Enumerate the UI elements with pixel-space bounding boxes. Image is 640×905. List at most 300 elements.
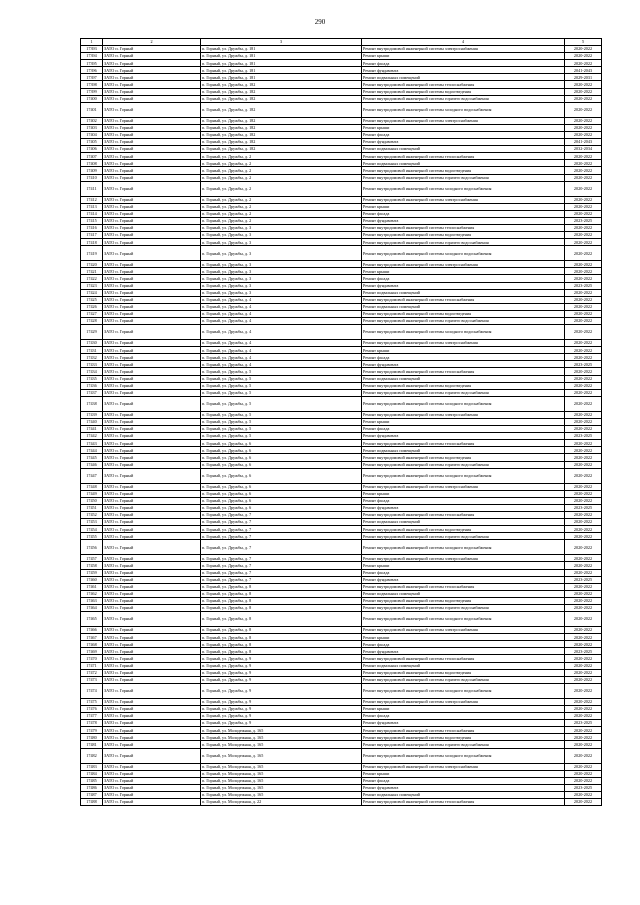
row-number-cell: 17434 — [81, 368, 103, 375]
period-cell: 2020-2022 — [565, 461, 602, 468]
row-number-cell: 17423 — [81, 282, 103, 289]
row-number-cell: 17433 — [81, 361, 103, 368]
work-type-cell: Ремонт внутридомовой инженерной системы горячего водоснабжения — [362, 461, 565, 468]
address-cell: п. Горный, ул. Дружбы, д. 6 — [201, 483, 362, 490]
address-cell: п. Горный, ул. Дружбы, д. 182 — [201, 124, 362, 131]
period-cell: 2020-2022 — [565, 468, 602, 483]
municipality-cell: ЗАТО п. Горный — [103, 634, 201, 641]
row-number-cell: 17409 — [81, 167, 103, 174]
municipality-cell: ЗАТО п. Горный — [103, 669, 201, 676]
municipality-cell: ЗАТО п. Горный — [103, 791, 201, 798]
municipality-cell: ЗАТО п. Горный — [103, 540, 201, 555]
table-row — [81, 447, 602, 454]
work-type-cell: Ремонт внутридомовой инженерной системы водоотведения — [362, 734, 565, 741]
municipality-cell: ЗАТО п. Горный — [103, 612, 201, 627]
table-row — [81, 763, 602, 770]
row-number-cell: 17478 — [81, 720, 103, 727]
work-type-cell: Ремонт фундамента — [362, 67, 565, 74]
period-cell: 2023-2025 — [565, 784, 602, 791]
row-number-cell: 17451 — [81, 504, 103, 511]
work-type-cell: Ремонт внутридомовой инженерной системы холодного водоснабжения — [362, 246, 565, 261]
table-row — [81, 497, 602, 504]
work-type-cell: Ремонт внутридомовой инженерной системы холодного водоснабжения — [362, 748, 565, 763]
table-row — [81, 167, 602, 174]
row-number-cell: 17414 — [81, 210, 103, 217]
period-cell: 2020-2022 — [565, 354, 602, 361]
period-cell: 2020-2022 — [565, 676, 602, 683]
column-header: 2 — [103, 39, 201, 46]
municipality-cell: ЗАТО п. Горный — [103, 447, 201, 454]
period-cell: 2032-2034 — [565, 146, 602, 153]
municipality-cell: ЗАТО п. Горный — [103, 46, 201, 53]
period-cell: 2020-2022 — [565, 102, 602, 117]
period-cell: 2020-2022 — [565, 210, 602, 217]
row-number-cell: 17464 — [81, 605, 103, 612]
address-cell: п. Горный, ул. Дружбы, д. 7 — [201, 511, 362, 518]
table-row — [81, 490, 602, 497]
municipality-cell: ЗАТО п. Горный — [103, 160, 201, 167]
address-cell: п. Горный, ул. Дружбы, д. 6 — [201, 504, 362, 511]
period-cell: 2020-2022 — [565, 798, 602, 805]
table-row — [81, 282, 602, 289]
work-type-cell: Ремонт внутридомовой инженерной системы электроснабжения — [362, 117, 565, 124]
column-header: 5 — [565, 39, 602, 46]
table-row — [81, 454, 602, 461]
municipality-cell: ЗАТО п. Горный — [103, 325, 201, 340]
work-type-cell: Ремонт внутридомовой инженерной системы горячего водоснабжения — [362, 533, 565, 540]
row-number-cell: 17424 — [81, 289, 103, 296]
address-cell: п. Горный, ул. Дружбы, д. 8 — [201, 590, 362, 597]
period-cell: 2020-2022 — [565, 81, 602, 88]
period-cell: 2020-2022 — [565, 741, 602, 748]
work-type-cell: Ремонт крыши — [362, 53, 565, 60]
address-cell: п. Горный, ул. Дружбы, д. 8 — [201, 583, 362, 590]
municipality-cell: ЗАТО п. Горный — [103, 289, 201, 296]
period-cell: 2020-2022 — [565, 46, 602, 53]
row-number-cell: 17486 — [81, 784, 103, 791]
table-row — [81, 375, 602, 382]
municipality-cell: ЗАТО п. Горный — [103, 433, 201, 440]
address-cell: п. Горный, ул. Дружбы, д. 9 — [201, 669, 362, 676]
period-cell: 2029-2031 — [565, 74, 602, 81]
period-cell: 2020-2022 — [565, 533, 602, 540]
work-type-cell: Ремонт крыши — [362, 770, 565, 777]
period-cell: 2020-2022 — [565, 605, 602, 612]
work-type-cell: Ремонт внутридомовой инженерной системы водоотведения — [362, 310, 565, 317]
table-row — [81, 440, 602, 447]
work-type-cell: Ремонт фундамента — [362, 720, 565, 727]
row-number-cell: 17475 — [81, 698, 103, 705]
row-number-cell: 17450 — [81, 497, 103, 504]
row-number-cell: 17446 — [81, 461, 103, 468]
address-cell: п. Горный, ул. Дружбы, д. 6 — [201, 490, 362, 497]
period-cell: 2020-2022 — [565, 490, 602, 497]
period-cell: 2020-2022 — [565, 662, 602, 669]
address-cell: п. Горный, ул. Дружбы, д. 2 — [201, 217, 362, 224]
row-number-cell: 17455 — [81, 533, 103, 540]
period-cell: 2020-2022 — [565, 289, 602, 296]
municipality-cell: ЗАТО п. Горный — [103, 683, 201, 698]
municipality-cell: ЗАТО п. Горный — [103, 389, 201, 396]
period-cell: 2020-2022 — [565, 777, 602, 784]
period-cell: 2020-2022 — [565, 770, 602, 777]
address-cell: п. Горный, ул. Дружбы, д. 6 — [201, 497, 362, 504]
row-number-cell: 17419 — [81, 246, 103, 261]
period-cell: 2023-2025 — [565, 504, 602, 511]
address-cell: п. Горный, ул. Дружбы, д. 3 — [201, 268, 362, 275]
row-number-cell: 17402 — [81, 117, 103, 124]
period-cell: 2020-2022 — [565, 117, 602, 124]
work-type-cell: Ремонт внутридомовой инженерной системы теплоснабжения — [362, 81, 565, 88]
table-row — [81, 727, 602, 734]
address-cell: п. Горный, ул. Дружбы, д. 4 — [201, 325, 362, 340]
row-number-cell: 17431 — [81, 347, 103, 354]
row-number-cell: 17442 — [81, 433, 103, 440]
work-type-cell: Ремонт внутридомовой инженерной системы горячего водоснабжения — [362, 318, 565, 325]
address-cell: п. Горный, ул. Дружбы, д. 4 — [201, 303, 362, 310]
municipality-cell: ЗАТО п. Горный — [103, 196, 201, 203]
period-cell: 2020-2022 — [565, 555, 602, 562]
table-row — [81, 562, 602, 569]
municipality-cell: ЗАТО п. Горный — [103, 224, 201, 231]
municipality-cell: ЗАТО п. Горный — [103, 713, 201, 720]
table-row — [81, 361, 602, 368]
period-cell: 2020-2022 — [565, 153, 602, 160]
period-cell: 2020-2022 — [565, 174, 602, 181]
table-row — [81, 382, 602, 389]
period-cell: 2020-2022 — [565, 261, 602, 268]
municipality-cell: ЗАТО п. Горный — [103, 354, 201, 361]
address-cell: п. Горный, ул. Дружбы, д. 3 — [201, 232, 362, 239]
table-body — [81, 46, 602, 806]
work-type-cell: Ремонт фундамента — [362, 282, 565, 289]
municipality-cell: ЗАТО п. Горный — [103, 153, 201, 160]
municipality-cell: ЗАТО п. Горный — [103, 396, 201, 411]
municipality-cell: ЗАТО п. Горный — [103, 102, 201, 117]
row-number-cell: 17477 — [81, 713, 103, 720]
work-type-cell: Ремонт подвальных помещений — [362, 590, 565, 597]
row-number-cell: 17417 — [81, 232, 103, 239]
row-number-cell: 17395 — [81, 60, 103, 67]
period-cell: 2023-2025 — [565, 217, 602, 224]
row-number-cell: 17415 — [81, 217, 103, 224]
municipality-cell: ЗАТО п. Горный — [103, 655, 201, 662]
row-number-cell: 17406 — [81, 146, 103, 153]
address-cell: п. Горный, ул. Дружбы, д. 181 — [201, 46, 362, 53]
row-number-cell: 17438 — [81, 396, 103, 411]
table-row — [81, 583, 602, 590]
table-row — [81, 418, 602, 425]
work-type-cell: Ремонт фундамента — [362, 576, 565, 583]
municipality-cell: ЗАТО п. Горный — [103, 777, 201, 784]
period-cell: 2020-2022 — [565, 124, 602, 131]
municipality-cell: ЗАТО п. Горный — [103, 53, 201, 60]
row-number-cell: 17439 — [81, 411, 103, 418]
table-row — [81, 798, 602, 805]
row-number-cell: 17418 — [81, 239, 103, 246]
work-type-cell: Ремонт крыши — [362, 705, 565, 712]
table-row — [81, 777, 602, 784]
period-cell: 2020-2022 — [565, 167, 602, 174]
row-number-cell: 17484 — [81, 770, 103, 777]
address-cell: п. Горный, ул. Дружбы, д. 3 — [201, 261, 362, 268]
municipality-cell: ЗАТО п. Горный — [103, 318, 201, 325]
row-number-cell: 17420 — [81, 261, 103, 268]
address-cell: п. Горный, ул. Дружбы, д. 9 — [201, 698, 362, 705]
address-cell: п. Горный, ул. Дружбы, д. 5 — [201, 426, 362, 433]
table-row — [81, 741, 602, 748]
table-row — [81, 555, 602, 562]
period-cell: 2020-2022 — [565, 60, 602, 67]
table-row — [81, 669, 602, 676]
work-type-cell: Ремонт внутридомовой инженерной системы электроснабжения — [362, 340, 565, 347]
address-cell: п. Горный, ул. Дружбы, д. 2 — [201, 210, 362, 217]
table-row — [81, 748, 602, 763]
table-row — [81, 275, 602, 282]
table-row — [81, 81, 602, 88]
table-row — [81, 389, 602, 396]
table-row — [81, 705, 602, 712]
address-cell: п. Горный, ул. Дружбы, д. 6 — [201, 454, 362, 461]
table-row — [81, 634, 602, 641]
work-type-cell: Ремонт внутридомовой инженерной системы электроснабжения — [362, 196, 565, 203]
work-type-cell: Ремонт крыши — [362, 490, 565, 497]
work-type-cell: Ремонт подвальных помещений — [362, 146, 565, 153]
period-cell: 2020-2022 — [565, 375, 602, 382]
row-number-cell: 17463 — [81, 597, 103, 604]
municipality-cell: ЗАТО п. Горный — [103, 454, 201, 461]
work-type-cell: Ремонт подвальных помещений — [362, 160, 565, 167]
period-cell: 2020-2022 — [565, 454, 602, 461]
row-number-cell: 17394 — [81, 53, 103, 60]
row-number-cell: 17485 — [81, 777, 103, 784]
table-row — [81, 88, 602, 95]
table-row — [81, 720, 602, 727]
work-type-cell: Ремонт внутридомовой инженерной системы электроснабжения — [362, 555, 565, 562]
work-type-cell: Ремонт подвальных помещений — [362, 375, 565, 382]
period-cell: 2020-2022 — [565, 396, 602, 411]
period-cell: 2020-2022 — [565, 526, 602, 533]
table-row — [81, 676, 602, 683]
address-cell: п. Горный, ул. Дружбы, д. 182 — [201, 88, 362, 95]
municipality-cell: ЗАТО п. Горный — [103, 583, 201, 590]
address-cell: п. Горный, ул. Дружбы, д. 5 — [201, 389, 362, 396]
row-number-cell: 17448 — [81, 483, 103, 490]
address-cell: п. Горный, ул. Дружбы, д. 181 — [201, 53, 362, 60]
municipality-cell: ЗАТО п. Горный — [103, 662, 201, 669]
municipality-cell: ЗАТО п. Горный — [103, 490, 201, 497]
municipality-cell: ЗАТО п. Горный — [103, 131, 201, 138]
address-cell: п. Горный, ул. Дружбы, д. 4 — [201, 296, 362, 303]
address-cell: п. Горный, ул. Дружбы, д. 5 — [201, 411, 362, 418]
row-number-cell: 17405 — [81, 139, 103, 146]
address-cell: п. Горный, ул. Дружбы, д. 182 — [201, 95, 362, 102]
address-cell: п. Горный, ул. Дружбы, д. 7 — [201, 562, 362, 569]
address-cell: п. Горный, ул. Дружбы, д. 8 — [201, 627, 362, 634]
municipality-cell: ЗАТО п. Горный — [103, 268, 201, 275]
work-type-cell: Ремонт внутридомовой инженерной системы теплоснабжения — [362, 440, 565, 447]
address-cell: п. Горный, ул. Дружбы, д. 2 — [201, 203, 362, 210]
period-cell: 2020-2022 — [565, 511, 602, 518]
table-row — [81, 303, 602, 310]
row-number-cell: 17457 — [81, 555, 103, 562]
table-row — [81, 411, 602, 418]
address-cell: п. Горный, ул. Дружбы, д. 7 — [201, 555, 362, 562]
work-type-cell: Ремонт внутридомовой инженерной системы водоотведения — [362, 454, 565, 461]
row-number-cell: 17440 — [81, 418, 103, 425]
table-row — [81, 246, 602, 261]
work-type-cell: Ремонт внутридомовой инженерной системы водоотведения — [362, 88, 565, 95]
address-cell: п. Горный, ул. Дружбы, д. 8 — [201, 648, 362, 655]
row-number-cell: 17427 — [81, 310, 103, 317]
municipality-cell: ЗАТО п. Горный — [103, 497, 201, 504]
table-header-row — [81, 39, 602, 46]
table-row — [81, 95, 602, 102]
period-cell: 2020-2022 — [565, 612, 602, 627]
work-type-cell: Ремонт внутридомовой инженерной системы горячего водоснабжения — [362, 676, 565, 683]
table-row — [81, 124, 602, 131]
address-cell: п. Горный, ул. Дружбы, д. 3 — [201, 239, 362, 246]
municipality-cell: ЗАТО п. Горный — [103, 181, 201, 196]
address-cell: п. Горный, ул. Дружбы, д. 2 — [201, 167, 362, 174]
column-header: 3 — [201, 39, 362, 46]
work-type-cell: Ремонт подвальных помещений — [362, 791, 565, 798]
address-cell: п. Горный, ул. Дружбы, д. 4 — [201, 318, 362, 325]
municipality-cell: ЗАТО п. Горный — [103, 468, 201, 483]
period-cell: 2020-2022 — [565, 791, 602, 798]
period-cell: 2020-2022 — [565, 562, 602, 569]
work-type-cell: Ремонт внутридомовой инженерной системы горячего водоснабжения — [362, 95, 565, 102]
municipality-cell: ЗАТО п. Горный — [103, 676, 201, 683]
period-cell: 2023-2025 — [565, 648, 602, 655]
work-type-cell: Ремонт внутридомовой инженерной системы электроснабжения — [362, 698, 565, 705]
row-number-cell: 17471 — [81, 662, 103, 669]
table-row — [81, 433, 602, 440]
address-cell: п. Горный, ул. Дружбы, д. 3 — [201, 224, 362, 231]
period-cell: 2020-2022 — [565, 389, 602, 396]
work-type-cell: Ремонт внутридомовой инженерной системы водоотведения — [362, 597, 565, 604]
work-type-cell: Ремонт внутридомовой инженерной системы электроснабжения — [362, 411, 565, 418]
address-cell: п. Горный, ул. Молодежная, д. 165 — [201, 770, 362, 777]
municipality-cell: ЗАТО п. Горный — [103, 763, 201, 770]
work-type-cell: Ремонт внутридомовой инженерной системы горячего водоснабжения — [362, 174, 565, 181]
address-cell: п. Горный, ул. Дружбы, д. 8 — [201, 612, 362, 627]
table-row — [81, 289, 602, 296]
municipality-cell: ЗАТО п. Горный — [103, 648, 201, 655]
table-row — [81, 784, 602, 791]
period-cell: 2020-2022 — [565, 540, 602, 555]
row-number-cell: 17472 — [81, 669, 103, 676]
address-cell: п. Горный, ул. Дружбы, д. 5 — [201, 382, 362, 389]
table-row — [81, 461, 602, 468]
row-number-cell: 17412 — [81, 196, 103, 203]
row-number-cell: 17443 — [81, 440, 103, 447]
row-number-cell: 17422 — [81, 275, 103, 282]
work-type-cell: Ремонт подвальных помещений — [362, 303, 565, 310]
period-cell: 2020-2022 — [565, 411, 602, 418]
work-type-cell: Ремонт фундамента — [362, 361, 565, 368]
work-type-cell: Ремонт фундамента — [362, 784, 565, 791]
work-type-cell: Ремонт внутридомовой инженерной системы теплоснабжения — [362, 224, 565, 231]
address-cell: п. Горный, ул. Дружбы, д. 3 — [201, 246, 362, 261]
address-cell: п. Горный, ул. Дружбы, д. 7 — [201, 519, 362, 526]
row-number-cell: 17483 — [81, 763, 103, 770]
work-type-cell: Ремонт внутридомовой инженерной системы холодного водоснабжения — [362, 102, 565, 117]
address-cell: п. Горный, ул. Дружбы, д. 9 — [201, 705, 362, 712]
period-cell: 2020-2022 — [565, 368, 602, 375]
address-cell: п. Горный, ул. Дружбы, д. 182 — [201, 146, 362, 153]
table-row — [81, 239, 602, 246]
table-row — [81, 713, 602, 720]
address-cell: п. Горный, ул. Дружбы, д. 181 — [201, 67, 362, 74]
row-number-cell: 17401 — [81, 102, 103, 117]
work-type-cell: Ремонт внутридомовой инженерной системы электроснабжения — [362, 483, 565, 490]
municipality-cell: ЗАТО п. Горный — [103, 282, 201, 289]
work-type-cell: Ремонт фундамента — [362, 217, 565, 224]
table-row — [81, 698, 602, 705]
period-cell: 2020-2022 — [565, 634, 602, 641]
work-type-cell: Ремонт фундамента — [362, 648, 565, 655]
table-row — [81, 181, 602, 196]
work-type-cell: Ремонт фасада — [362, 777, 565, 784]
row-number-cell: 17456 — [81, 540, 103, 555]
table-row — [81, 146, 602, 153]
address-cell: п. Горный, ул. Дружбы, д. 7 — [201, 533, 362, 540]
work-type-cell: Ремонт внутридомовой инженерной системы теплоснабжения — [362, 655, 565, 662]
municipality-cell: ЗАТО п. Горный — [103, 146, 201, 153]
row-number-cell: 17428 — [81, 318, 103, 325]
period-cell: 2023-2025 — [565, 433, 602, 440]
work-type-cell: Ремонт фасада — [362, 641, 565, 648]
address-cell: п. Горный, ул. Молодежная, д. 22 — [201, 798, 362, 805]
row-number-cell: 17399 — [81, 88, 103, 95]
municipality-cell: ЗАТО п. Горный — [103, 347, 201, 354]
municipality-cell: ЗАТО п. Горный — [103, 296, 201, 303]
period-cell: 2023-2025 — [565, 282, 602, 289]
address-cell: п. Горный, ул. Молодежная, д. 165 — [201, 763, 362, 770]
municipality-cell: ЗАТО п. Горный — [103, 748, 201, 763]
period-cell: 2020-2022 — [565, 426, 602, 433]
period-cell: 2020-2022 — [565, 303, 602, 310]
row-number-cell: 17452 — [81, 511, 103, 518]
row-number-cell: 17454 — [81, 526, 103, 533]
address-cell: п. Горный, ул. Дружбы, д. 7 — [201, 526, 362, 533]
table-row — [81, 770, 602, 777]
period-cell: 2020-2022 — [565, 748, 602, 763]
municipality-cell: ЗАТО п. Горный — [103, 261, 201, 268]
row-number-cell: 17426 — [81, 303, 103, 310]
table-row — [81, 662, 602, 669]
work-type-cell: Ремонт внутридомовой инженерной системы теплоснабжения — [362, 296, 565, 303]
row-number-cell: 17404 — [81, 131, 103, 138]
municipality-cell: ЗАТО п. Горный — [103, 770, 201, 777]
work-type-cell: Ремонт внутридомовой инженерной системы горячего водоснабжения — [362, 389, 565, 396]
address-cell: п. Горный, ул. Дружбы, д. 5 — [201, 375, 362, 382]
row-number-cell: 17396 — [81, 67, 103, 74]
row-number-cell: 17403 — [81, 124, 103, 131]
municipality-cell: ЗАТО п. Горный — [103, 117, 201, 124]
row-number-cell: 17437 — [81, 389, 103, 396]
table-row — [81, 153, 602, 160]
municipality-cell: ЗАТО п. Горный — [103, 310, 201, 317]
work-type-cell: Ремонт подвальных помещений — [362, 289, 565, 296]
period-cell: 2020-2022 — [565, 669, 602, 676]
municipality-cell: ЗАТО п. Горный — [103, 562, 201, 569]
period-cell: 2020-2022 — [565, 497, 602, 504]
row-number-cell: 17488 — [81, 798, 103, 805]
period-cell: 2041-2043 — [565, 67, 602, 74]
row-number-cell: 17459 — [81, 569, 103, 576]
